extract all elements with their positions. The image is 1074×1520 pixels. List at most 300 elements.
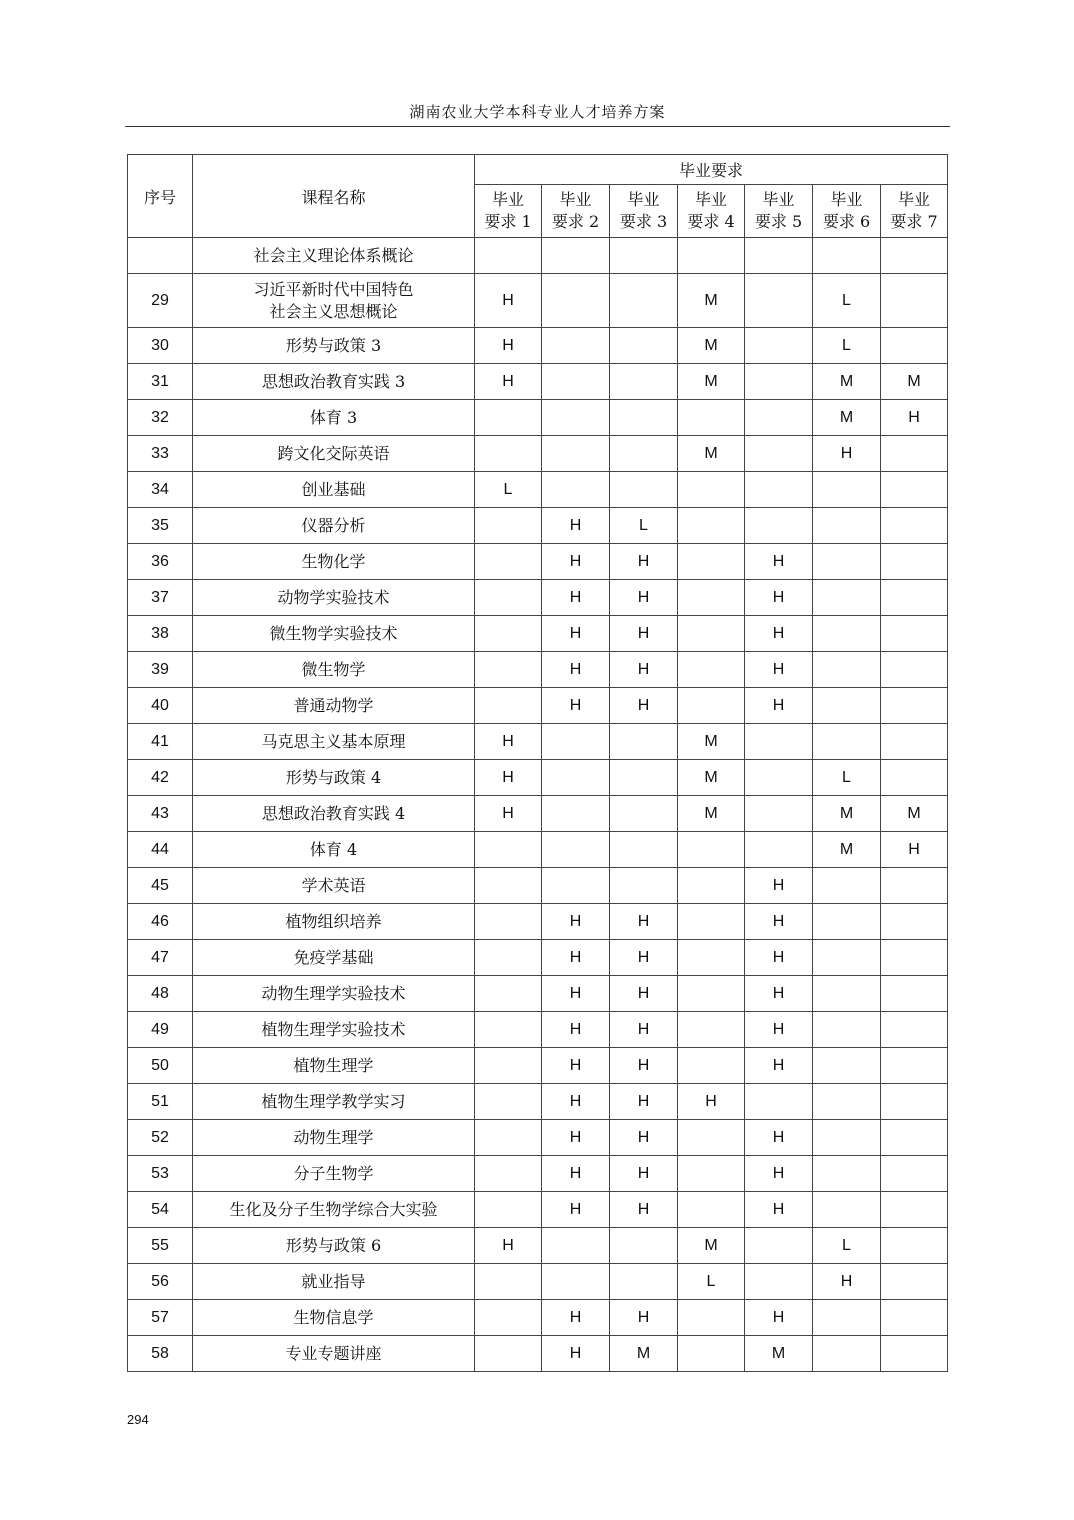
requirement-level-1 <box>475 1156 542 1192</box>
requirement-level-3 <box>610 274 678 328</box>
requirement-level-6: M <box>813 400 881 436</box>
graduation-requirement-matrix <box>127 154 948 1372</box>
column-header-course-name: 课程名称 <box>193 155 475 238</box>
requirement-level-7 <box>881 1156 948 1192</box>
table-row <box>128 904 948 940</box>
requirement-level-6 <box>813 238 881 274</box>
requirement-level-5 <box>745 472 813 508</box>
page-number: 294 <box>127 1412 149 1427</box>
requirement-level-3 <box>610 472 678 508</box>
requirement-level-3 <box>610 724 678 760</box>
requirement-level-4 <box>678 832 745 868</box>
requirement-level-5 <box>745 328 813 364</box>
requirement-level-2: H <box>542 1084 610 1120</box>
requirement-level-2: H <box>542 1156 610 1192</box>
requirement-level-4: M <box>678 796 745 832</box>
requirement-level-2 <box>542 724 610 760</box>
course-name: 动物生理学实验技术 <box>193 976 475 1012</box>
requirement-level-3: H <box>610 1048 678 1084</box>
course-number: 51 <box>128 1084 193 1120</box>
requirement-level-5 <box>745 274 813 328</box>
requirement-level-3 <box>610 238 678 274</box>
course-number: 37 <box>128 580 193 616</box>
course-number: 33 <box>128 436 193 472</box>
requirement-level-2: H <box>542 1012 610 1048</box>
requirement-level-7 <box>881 508 948 544</box>
course-number: 30 <box>128 328 193 364</box>
requirement-level-2 <box>542 1228 610 1264</box>
requirement-level-7 <box>881 274 948 328</box>
table-row <box>128 868 948 904</box>
requirement-level-3: M <box>610 1336 678 1372</box>
requirement-level-4 <box>678 1336 745 1372</box>
requirement-level-3: H <box>610 544 678 580</box>
requirement-level-1 <box>475 868 542 904</box>
requirement-level-3 <box>610 1264 678 1300</box>
requirement-level-4 <box>678 940 745 976</box>
course-name: 微生物学 <box>193 652 475 688</box>
requirement-level-1: H <box>475 274 542 328</box>
requirement-level-4 <box>678 688 745 724</box>
requirement-level-5: H <box>745 976 813 1012</box>
requirement-level-5: H <box>745 1012 813 1048</box>
course-name: 社会主义理论体系概论 <box>193 238 475 274</box>
requirement-level-4 <box>678 616 745 652</box>
table-row <box>128 364 948 400</box>
requirement-level-6: M <box>813 364 881 400</box>
requirement-level-5: H <box>745 1156 813 1192</box>
table-row <box>128 436 948 472</box>
requirement-level-4: H <box>678 1084 745 1120</box>
course-name: 植物生理学实验技术 <box>193 1012 475 1048</box>
requirement-level-7: M <box>881 364 948 400</box>
course-number: 42 <box>128 760 193 796</box>
course-name: 跨文化交际英语 <box>193 436 475 472</box>
course-name: 就业指导 <box>193 1264 475 1300</box>
requirement-level-5: H <box>745 868 813 904</box>
requirement-level-1 <box>475 688 542 724</box>
course-name: 生物信息学 <box>193 1300 475 1336</box>
requirement-level-7: M <box>881 796 948 832</box>
requirement-level-1 <box>475 1120 542 1156</box>
course-number: 45 <box>128 868 193 904</box>
course-number: 39 <box>128 652 193 688</box>
requirement-level-3 <box>610 328 678 364</box>
requirement-level-5 <box>745 1084 813 1120</box>
requirement-level-6: L <box>813 328 881 364</box>
requirement-level-1 <box>475 238 542 274</box>
requirement-level-7 <box>881 940 948 976</box>
requirement-level-4 <box>678 508 745 544</box>
requirement-level-5: H <box>745 688 813 724</box>
requirement-level-3 <box>610 364 678 400</box>
course-number: 56 <box>128 1264 193 1300</box>
requirement-level-6 <box>813 1156 881 1192</box>
requirement-level-1: H <box>475 364 542 400</box>
requirement-level-2: H <box>542 1336 610 1372</box>
course-number: 35 <box>128 508 193 544</box>
requirement-level-5 <box>745 832 813 868</box>
course-number: 38 <box>128 616 193 652</box>
table-row <box>128 832 948 868</box>
requirement-level-6: L <box>813 760 881 796</box>
table-row <box>128 976 948 1012</box>
requirement-level-1 <box>475 1084 542 1120</box>
requirement-level-3 <box>610 760 678 796</box>
table-row <box>128 508 948 544</box>
requirement-level-2 <box>542 274 610 328</box>
requirement-level-1 <box>475 400 542 436</box>
requirement-level-4 <box>678 1120 745 1156</box>
requirement-level-3: L <box>610 508 678 544</box>
course-name: 形势与政策 4 <box>193 760 475 796</box>
requirement-level-4 <box>678 1012 745 1048</box>
requirement-level-5 <box>745 400 813 436</box>
requirement-level-5 <box>745 724 813 760</box>
requirement-level-3: H <box>610 976 678 1012</box>
requirement-level-3: H <box>610 652 678 688</box>
requirement-level-4: L <box>678 1264 745 1300</box>
course-name: 马克思主义基本原理 <box>193 724 475 760</box>
table-row <box>128 544 948 580</box>
table-row <box>128 1228 948 1264</box>
requirement-level-7 <box>881 868 948 904</box>
requirement-level-7 <box>881 580 948 616</box>
table-row <box>128 1300 948 1336</box>
column-header-requirement-2: 毕业 要求 2 <box>542 185 610 238</box>
course-number: 48 <box>128 976 193 1012</box>
course-number: 32 <box>128 400 193 436</box>
course-number: 31 <box>128 364 193 400</box>
requirement-level-6: M <box>813 832 881 868</box>
table-row <box>128 1192 948 1228</box>
requirement-level-6 <box>813 1300 881 1336</box>
requirement-level-3 <box>610 436 678 472</box>
requirement-level-6 <box>813 868 881 904</box>
requirement-level-2: H <box>542 616 610 652</box>
header-row-top <box>128 155 948 185</box>
table-row <box>128 760 948 796</box>
table-row <box>128 652 948 688</box>
table-row <box>128 940 948 976</box>
course-name: 学术英语 <box>193 868 475 904</box>
requirement-level-4 <box>678 1192 745 1228</box>
requirement-level-5 <box>745 436 813 472</box>
requirement-level-5: H <box>745 580 813 616</box>
requirement-level-7 <box>881 724 948 760</box>
requirement-level-5 <box>745 238 813 274</box>
requirement-level-1: H <box>475 724 542 760</box>
course-name: 创业基础 <box>193 472 475 508</box>
requirement-level-3: H <box>610 904 678 940</box>
requirement-level-4 <box>678 472 745 508</box>
requirement-level-3: H <box>610 1300 678 1336</box>
requirement-level-1 <box>475 940 542 976</box>
requirement-level-2: H <box>542 1192 610 1228</box>
table-row <box>128 796 948 832</box>
course-name: 专业专题讲座 <box>193 1336 475 1372</box>
course-name: 形势与政策 3 <box>193 328 475 364</box>
course-name: 思想政治教育实践 4 <box>193 796 475 832</box>
requirement-level-6 <box>813 1084 881 1120</box>
table-row <box>128 328 948 364</box>
requirement-level-5 <box>745 1264 813 1300</box>
table-row <box>128 1156 948 1192</box>
requirement-level-4 <box>678 1048 745 1084</box>
requirement-level-1: H <box>475 760 542 796</box>
requirement-level-2: H <box>542 940 610 976</box>
requirement-level-6 <box>813 688 881 724</box>
requirement-level-2 <box>542 472 610 508</box>
requirement-level-6 <box>813 904 881 940</box>
course-number: 47 <box>128 940 193 976</box>
requirement-level-7 <box>881 472 948 508</box>
requirement-level-6 <box>813 544 881 580</box>
requirement-level-3: H <box>610 688 678 724</box>
requirement-level-5: H <box>745 616 813 652</box>
requirement-level-4 <box>678 1156 745 1192</box>
course-number: 53 <box>128 1156 193 1192</box>
requirement-level-2: H <box>542 1300 610 1336</box>
requirement-level-2: H <box>542 508 610 544</box>
requirement-level-7 <box>881 616 948 652</box>
table-row <box>128 1120 948 1156</box>
requirement-level-4 <box>678 580 745 616</box>
requirement-level-1 <box>475 1300 542 1336</box>
course-number: 52 <box>128 1120 193 1156</box>
requirement-level-1 <box>475 652 542 688</box>
requirement-level-6 <box>813 580 881 616</box>
requirement-level-3: H <box>610 616 678 652</box>
requirement-level-3: H <box>610 1120 678 1156</box>
course-number: 50 <box>128 1048 193 1084</box>
table-row <box>128 724 948 760</box>
requirement-level-2: H <box>542 544 610 580</box>
course-number: 46 <box>128 904 193 940</box>
requirement-level-7: H <box>881 832 948 868</box>
course-name: 动物生理学 <box>193 1120 475 1156</box>
requirement-level-5 <box>745 508 813 544</box>
requirement-level-4: M <box>678 724 745 760</box>
requirement-level-3 <box>610 400 678 436</box>
requirement-level-2 <box>542 832 610 868</box>
requirement-level-1 <box>475 436 542 472</box>
requirement-level-4 <box>678 1300 745 1336</box>
table-row <box>128 1336 948 1372</box>
requirement-level-1 <box>475 580 542 616</box>
column-group-graduation-requirements: 毕业要求 <box>475 155 948 185</box>
requirement-level-7 <box>881 652 948 688</box>
course-name: 生化及分子生物学综合大实验 <box>193 1192 475 1228</box>
requirement-level-4: M <box>678 364 745 400</box>
requirement-level-2 <box>542 1264 610 1300</box>
requirement-level-2: H <box>542 652 610 688</box>
requirement-level-1 <box>475 1192 542 1228</box>
table-row <box>128 580 948 616</box>
requirement-level-7 <box>881 1336 948 1372</box>
course-number: 36 <box>128 544 193 580</box>
requirement-level-6 <box>813 1192 881 1228</box>
course-name: 植物组织培养 <box>193 904 475 940</box>
requirement-level-6 <box>813 1120 881 1156</box>
requirement-level-3: H <box>610 580 678 616</box>
table-row <box>128 274 948 328</box>
requirement-level-6 <box>813 1048 881 1084</box>
requirement-level-7 <box>881 1120 948 1156</box>
requirement-level-1 <box>475 544 542 580</box>
requirement-level-1 <box>475 1048 542 1084</box>
requirement-level-6 <box>813 1336 881 1372</box>
requirement-level-4 <box>678 238 745 274</box>
course-name: 植物生理学教学实习 <box>193 1084 475 1120</box>
column-header-requirement-4: 毕业 要求 4 <box>678 185 745 238</box>
requirement-level-3: H <box>610 1156 678 1192</box>
requirement-level-5: M <box>745 1336 813 1372</box>
column-header-requirement-5: 毕业 要求 5 <box>745 185 813 238</box>
page-header: 湖南农业大学本科专业人才培养方案 <box>125 98 950 127</box>
requirement-level-5: H <box>745 1300 813 1336</box>
column-header-requirement-1: 毕业 要求 1 <box>475 185 542 238</box>
table-row <box>128 472 948 508</box>
requirement-level-5 <box>745 796 813 832</box>
requirement-level-6: H <box>813 436 881 472</box>
course-number: 34 <box>128 472 193 508</box>
requirement-level-6 <box>813 652 881 688</box>
requirement-level-3: H <box>610 940 678 976</box>
course-name: 微生物学实验技术 <box>193 616 475 652</box>
requirement-level-3 <box>610 868 678 904</box>
requirement-level-7 <box>881 976 948 1012</box>
requirement-level-7 <box>881 328 948 364</box>
table-row <box>128 400 948 436</box>
requirement-level-2 <box>542 868 610 904</box>
course-number: 43 <box>128 796 193 832</box>
requirement-level-3: H <box>610 1012 678 1048</box>
requirement-level-2 <box>542 760 610 796</box>
requirement-level-2 <box>542 238 610 274</box>
requirement-level-7 <box>881 1084 948 1120</box>
requirement-level-4 <box>678 904 745 940</box>
requirement-level-1: H <box>475 328 542 364</box>
requirement-level-3 <box>610 1228 678 1264</box>
course-number: 57 <box>128 1300 193 1336</box>
requirement-level-7 <box>881 1300 948 1336</box>
requirement-level-2: H <box>542 904 610 940</box>
table-row <box>128 688 948 724</box>
requirement-level-5: H <box>745 652 813 688</box>
requirement-level-1: H <box>475 796 542 832</box>
requirement-level-4: M <box>678 760 745 796</box>
requirement-level-7 <box>881 688 948 724</box>
course-number: 40 <box>128 688 193 724</box>
table-row <box>128 616 948 652</box>
requirement-level-2 <box>542 328 610 364</box>
table-row <box>128 1012 948 1048</box>
requirement-level-6: L <box>813 274 881 328</box>
requirement-level-4: M <box>678 436 745 472</box>
requirement-level-5: H <box>745 940 813 976</box>
course-number: 54 <box>128 1192 193 1228</box>
requirement-level-4: M <box>678 328 745 364</box>
requirement-level-3 <box>610 796 678 832</box>
requirement-level-6: M <box>813 796 881 832</box>
column-header-requirement-7: 毕业 要求 7 <box>881 185 948 238</box>
requirement-level-1 <box>475 508 542 544</box>
requirement-level-7 <box>881 1012 948 1048</box>
requirement-level-2: H <box>542 1048 610 1084</box>
requirement-level-1: L <box>475 472 542 508</box>
course-number: 44 <box>128 832 193 868</box>
table-row <box>128 238 948 274</box>
column-header-requirement-6: 毕业 要求 6 <box>813 185 881 238</box>
requirement-level-7 <box>881 904 948 940</box>
requirement-level-2 <box>542 364 610 400</box>
requirement-level-4: M <box>678 274 745 328</box>
course-name: 体育 3 <box>193 400 475 436</box>
course-name: 形势与政策 6 <box>193 1228 475 1264</box>
column-header-number: 序号 <box>128 155 193 238</box>
requirement-level-5: H <box>745 904 813 940</box>
requirement-level-7 <box>881 1048 948 1084</box>
requirement-level-2 <box>542 436 610 472</box>
table-row <box>128 1264 948 1300</box>
requirement-level-1: H <box>475 1228 542 1264</box>
requirement-level-6: H <box>813 1264 881 1300</box>
requirement-level-1 <box>475 1012 542 1048</box>
course-name: 生物化学 <box>193 544 475 580</box>
requirement-level-4 <box>678 400 745 436</box>
requirement-level-6 <box>813 1012 881 1048</box>
requirement-level-2: H <box>542 1120 610 1156</box>
requirement-level-3: H <box>610 1084 678 1120</box>
course-number: 55 <box>128 1228 193 1264</box>
requirement-level-7 <box>881 544 948 580</box>
course-number <box>128 238 193 274</box>
course-name: 普通动物学 <box>193 688 475 724</box>
requirement-level-7 <box>881 1192 948 1228</box>
requirement-level-7 <box>881 238 948 274</box>
requirement-level-6 <box>813 724 881 760</box>
requirement-level-1 <box>475 1336 542 1372</box>
requirement-level-7 <box>881 1228 948 1264</box>
table-row <box>128 1084 948 1120</box>
course-number: 58 <box>128 1336 193 1372</box>
requirement-level-1 <box>475 832 542 868</box>
requirement-level-7 <box>881 1264 948 1300</box>
requirement-level-5: H <box>745 1048 813 1084</box>
requirement-level-6: L <box>813 1228 881 1264</box>
requirement-level-6 <box>813 616 881 652</box>
requirement-level-1 <box>475 616 542 652</box>
requirement-level-4: M <box>678 1228 745 1264</box>
course-name: 植物生理学 <box>193 1048 475 1084</box>
course-number: 49 <box>128 1012 193 1048</box>
requirement-level-4 <box>678 868 745 904</box>
column-header-requirement-3: 毕业 要求 3 <box>610 185 678 238</box>
course-name: 免疫学基础 <box>193 940 475 976</box>
requirement-level-1 <box>475 904 542 940</box>
requirement-level-5 <box>745 364 813 400</box>
requirement-level-2 <box>542 796 610 832</box>
requirement-level-2: H <box>542 688 610 724</box>
course-number: 41 <box>128 724 193 760</box>
requirement-level-5 <box>745 760 813 796</box>
requirement-level-5 <box>745 1228 813 1264</box>
requirement-level-6 <box>813 976 881 1012</box>
requirement-level-2: H <box>542 580 610 616</box>
course-name: 思想政治教育实践 3 <box>193 364 475 400</box>
course-name: 分子生物学 <box>193 1156 475 1192</box>
